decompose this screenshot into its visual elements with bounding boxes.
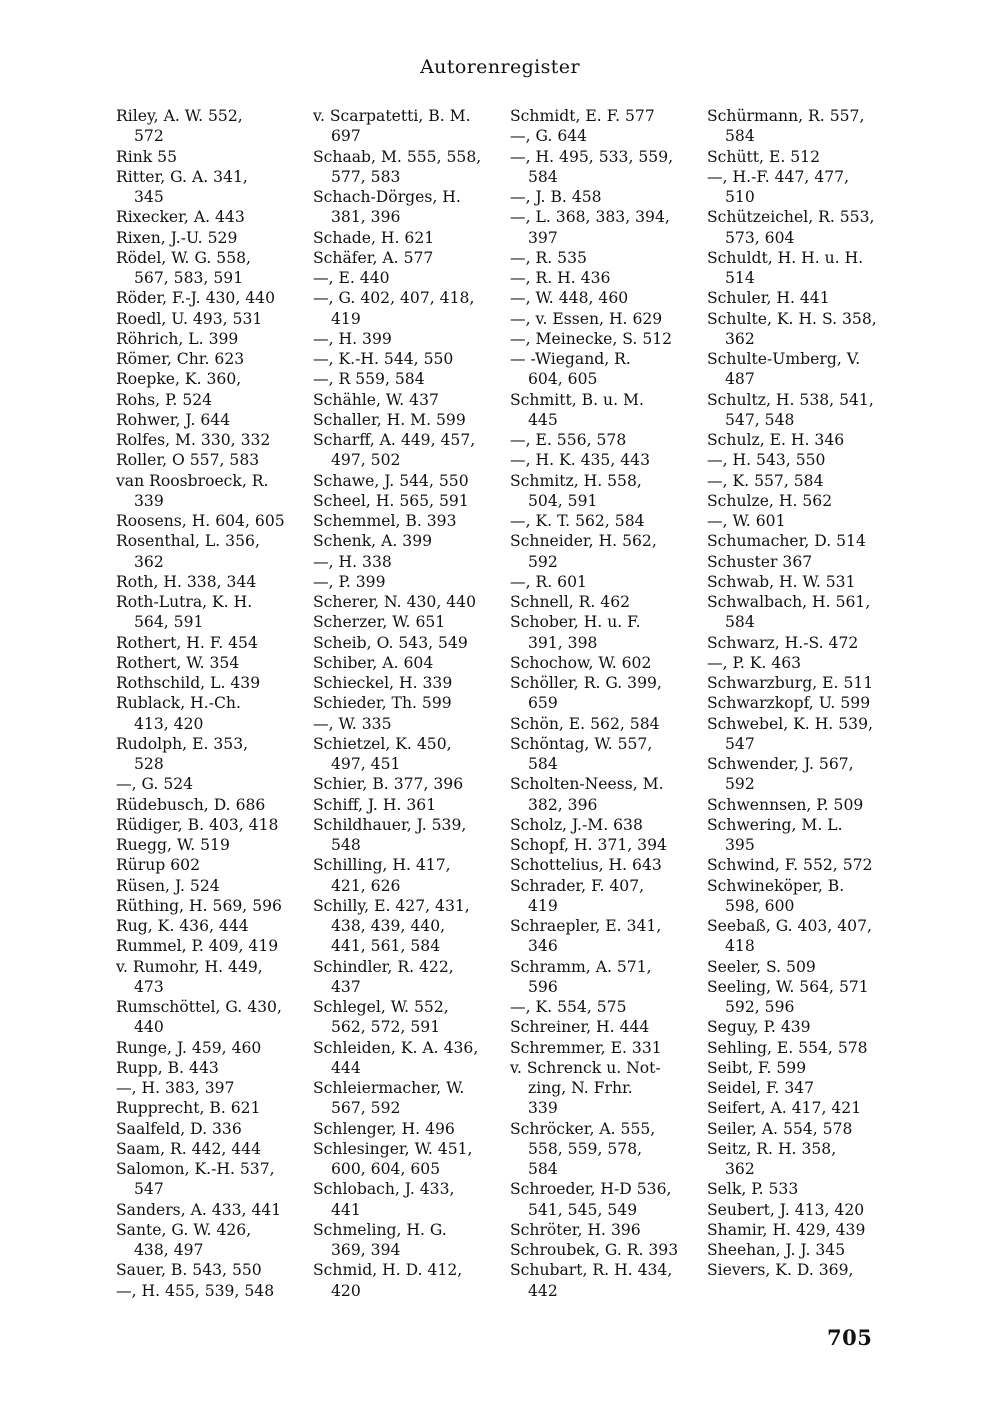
index-entry-continuation: 437	[331, 977, 361, 996]
index-entry: —, H.-F. 447, 477,	[707, 167, 850, 186]
index-entry-continuation: 528	[134, 755, 164, 773]
index-entry: —, R 559, 584	[313, 370, 425, 389]
index-entry: Roller, O 557, 583	[116, 451, 260, 470]
index-entry-continuation: 438, 497	[134, 1241, 204, 1259]
index-entry: Rixecker, A. 443	[116, 208, 245, 227]
index-entry: Schähle, W. 437	[313, 390, 439, 409]
index-entry: —, E. 440	[313, 269, 390, 287]
index-entry-continuation: 362	[134, 552, 164, 571]
index-entry: Schleiden, K. A. 436,	[313, 1038, 479, 1057]
index-entry-continuation: 584	[725, 127, 755, 146]
index-entry-continuation: 413, 420	[134, 714, 204, 733]
index-entry-continuation: 548	[331, 836, 361, 854]
index-entry: Schuster 367	[707, 552, 813, 571]
index-entry: Schmeling, H. G.	[313, 1220, 447, 1239]
index-entry: —, G. 644	[510, 127, 588, 146]
index-entry: Schottelius, H. 643	[510, 856, 662, 875]
index-entry: —, K.-H. 544, 550	[313, 350, 454, 368]
index-entry: Schöller, R. G. 399,	[510, 674, 662, 692]
index-entry: —, P. 399	[313, 572, 386, 591]
index-column-1	[116, 106, 292, 1301]
index-entry: Schuldt, H. H. u. H.	[707, 248, 864, 267]
index-entry: Röhrich, L. 399	[116, 329, 239, 348]
index-entry: Rink 55	[116, 147, 178, 166]
index-entry: Schwennsen, P. 509	[707, 795, 864, 814]
index-entry: Rolfes, M. 330, 332	[116, 431, 271, 449]
index-entry: —, W. 448, 460	[510, 289, 629, 308]
index-entry: Rüdiger, B. 403, 418	[116, 815, 279, 834]
index-entry: Rothert, H. F. 454	[116, 633, 258, 652]
index-entry: Schäfer, A. 577	[313, 248, 434, 267]
index-entry: Seibt, F. 599	[707, 1058, 807, 1077]
index-entry-continuation: 547	[134, 1180, 164, 1199]
index-entry: Rug, K. 436, 444	[116, 917, 249, 935]
index-entry: —, G. 524	[116, 775, 194, 794]
index-entry-continuation: 547	[725, 734, 755, 753]
index-entry-continuation: 510	[725, 188, 755, 206]
index-entry: Schade, H. 621	[313, 228, 435, 247]
index-entry: Schöntag, W. 557,	[510, 734, 653, 753]
index-entry: Schieckel, H. 339	[313, 674, 453, 692]
index-entry: Roth-Lutra, K. H.	[116, 593, 253, 611]
index-entry: Rothert, W. 354	[116, 653, 240, 672]
index-entry: Schochow, W. 602	[510, 653, 652, 672]
index-entry: Rothschild, L. 439	[116, 674, 261, 692]
index-entry: Schultz, H. 538, 541,	[707, 390, 874, 409]
index-entry: Runge, J. 459, 460	[116, 1038, 262, 1057]
index-entry-continuation: 596	[528, 977, 558, 996]
index-entry-continuation: 395	[725, 836, 755, 854]
index-entry: v. Rumohr, H. 449,	[116, 957, 263, 976]
index-entry: Schreiner, H. 444	[510, 1018, 650, 1037]
index-entry: Schulze, H. 562	[707, 491, 833, 510]
index-entry: Schröter, H. 396	[510, 1220, 641, 1239]
index-entry: —, R. 535	[510, 248, 587, 267]
index-entry: Sievers, K. D. 369,	[707, 1261, 854, 1280]
index-entry: Schlesinger, W. 451,	[313, 1139, 473, 1158]
index-entry: —, R. 601	[510, 572, 587, 591]
index-entry-continuation: 504, 591	[528, 491, 598, 510]
index-entry-continuation: 567, 583, 591	[134, 269, 244, 287]
index-entry: —, G. 402, 407, 418,	[313, 289, 475, 308]
index-entry: Sehling, E. 554, 578	[707, 1038, 868, 1057]
index-entry: Rupprecht, B. 621	[116, 1099, 261, 1118]
index-entry: Roepke, K. 360,	[116, 370, 242, 389]
index-entry: Shamir, H. 429, 439	[707, 1220, 866, 1239]
index-entry: —, Meinecke, S. 512	[510, 329, 673, 348]
index-entry: Roth, H. 338, 344	[116, 572, 257, 591]
index-entry: Schwebel, K. H. 539,	[707, 714, 873, 733]
index-entry-continuation: 697	[331, 127, 361, 146]
index-entry-continuation: 420	[331, 1281, 361, 1300]
index-entry: Schwineköper, B.	[707, 876, 845, 895]
index-entry-continuation: 440	[134, 1018, 164, 1037]
index-entry: Schenk, A. 399	[313, 532, 433, 551]
index-entry-continuation: 487	[725, 370, 755, 389]
index-entry-continuation: 584	[528, 755, 558, 773]
index-entry: Seiler, A. 554, 578	[707, 1119, 853, 1138]
index-entry-continuation: 421, 626	[331, 876, 401, 895]
index-entry: Seeler, S. 509	[707, 957, 816, 976]
index-entry: Scheib, O. 543, 549	[313, 633, 468, 652]
index-entry: Seguy, P. 439	[707, 1018, 811, 1037]
index-entry: Schopf, H. 371, 394	[510, 836, 667, 854]
index-entry: Scholz, J.-M. 638	[510, 815, 643, 834]
index-entry: —, H. 338	[313, 552, 392, 571]
index-entry: —, K. 554, 575	[510, 998, 627, 1016]
index-entry: Schmid, H. D. 412,	[313, 1261, 463, 1280]
index-entry: Rupp, B. 443	[116, 1058, 219, 1077]
index-entry: Schlenger, H. 496	[313, 1119, 455, 1138]
index-column-3	[510, 106, 686, 1301]
index-entry-continuation: 419	[331, 309, 361, 328]
index-entry: Schützeichel, R. 553,	[707, 208, 875, 227]
index-entry-continuation: 445	[528, 410, 558, 429]
index-entry: Ruegg, W. 519	[116, 836, 230, 854]
index-entry: Röder, F.-J. 430, 440	[116, 289, 276, 308]
index-entry: Sante, G. W. 426,	[116, 1220, 252, 1239]
index-entry-continuation: 473	[134, 977, 164, 996]
index-entry: —, H. 399	[313, 329, 392, 348]
index-entry-continuation: 346	[528, 937, 558, 956]
index-entry-continuation: 497, 502	[331, 451, 401, 470]
index-entry-continuation: 397	[528, 228, 558, 247]
index-entry-continuation: 382, 396	[528, 795, 598, 814]
index-entry: Schnell, R. 462	[510, 593, 631, 611]
index-entry-continuation: 369, 394	[331, 1241, 401, 1259]
index-entry-continuation: 562, 572, 591	[331, 1018, 441, 1037]
index-entry: Roosens, H. 604, 605	[116, 512, 285, 530]
index-entry: —, R. H. 436	[510, 269, 611, 287]
index-entry: Römer, Chr. 623	[116, 350, 245, 368]
index-entry-continuation: 339	[134, 491, 164, 510]
index-entry: Schürmann, R. 557,	[707, 107, 865, 125]
index-entry-continuation: 573, 604	[725, 228, 795, 247]
index-entry: Schramm, A. 571,	[510, 957, 652, 976]
index-entry: Rummel, P. 409, 419	[116, 937, 279, 956]
index-entry: Sheehan, J. J. 345	[707, 1241, 846, 1259]
index-entry: Schwarz, H.-S. 472	[707, 633, 859, 652]
index-entry: Schwalbach, H. 561,	[707, 593, 871, 611]
index-entry: v. Schrenck u. Not-	[510, 1058, 661, 1077]
index-entry: —, W. 601	[707, 512, 786, 530]
index-entry: Schleiermacher, W.	[313, 1079, 465, 1097]
index-entry: Seitz, R. H. 358,	[707, 1139, 837, 1158]
index-entry: Schumacher, D. 514	[707, 532, 866, 551]
index-entry: Schroeder, H-D 536,	[510, 1180, 672, 1199]
index-entry: Schieder, Th. 599	[313, 694, 452, 713]
index-entry: Schober, H. u. F.	[510, 613, 641, 632]
index-entry-continuation: 345	[134, 188, 164, 206]
index-entry: Scheel, H. 565, 591	[313, 491, 469, 510]
index-entry: —, K. 557, 584	[707, 471, 824, 490]
index-entry: Schlobach, J. 433,	[313, 1180, 455, 1199]
index-entry: Rödel, W. G. 558,	[116, 248, 251, 267]
index-entry: Schwind, F. 552, 572	[707, 856, 873, 875]
index-entry: van Roosbroeck, R.	[116, 471, 269, 490]
index-column-2	[313, 106, 489, 1301]
index-entry-continuation: 444	[331, 1058, 361, 1077]
index-entry: Schwarzburg, E. 511	[707, 674, 874, 692]
index-entry-continuation: 442	[528, 1281, 558, 1300]
index-entry: Rixen, J.-U. 529	[116, 228, 238, 247]
index-entry-continuation: 600, 604, 605	[331, 1160, 441, 1178]
index-entry: Saalfeld, D. 336	[116, 1119, 242, 1138]
index-entry: Schiber, A. 604	[313, 653, 434, 672]
index-entry: Scholten-Neess, M.	[510, 775, 664, 794]
index-entry-continuation: 547, 548	[725, 410, 795, 429]
index-entry: Schroubek, G. R. 393	[510, 1241, 679, 1259]
index-entry-continuation: 441, 561, 584	[331, 937, 441, 956]
index-entry: Selk, P. 533	[707, 1180, 799, 1199]
index-entry: —, v. Essen, H. 629	[510, 309, 663, 328]
index-entry: Schindler, R. 422,	[313, 957, 454, 976]
index-entry-continuation: 584	[528, 1160, 558, 1178]
index-entry: Schwender, J. 567,	[707, 755, 854, 773]
index-entry-continuation: 567, 592	[331, 1099, 401, 1118]
index-entry: Schmitt, B. u. M.	[510, 390, 644, 409]
index-entry-continuation: 418	[725, 937, 755, 956]
index-entry: Schaab, M. 555, 558,	[313, 147, 482, 166]
index-entry: Schmidt, E. F. 577	[510, 107, 655, 125]
index-entry: Schubart, R. H. 434,	[510, 1261, 673, 1280]
index-entry: Schwarzkopf, U. 599	[707, 694, 871, 713]
index-entry: Schier, B. 377, 396	[313, 775, 464, 794]
index-entry-continuation: 541, 545, 549	[528, 1200, 638, 1219]
index-entry: Scharff, A. 449, 457,	[313, 431, 476, 449]
index-entry: —, P. K. 463	[707, 653, 802, 672]
index-entry-continuation: 572	[134, 127, 164, 146]
index-entry: —, H. 495, 533, 559,	[510, 147, 674, 166]
index-entry-continuation: 381, 396	[331, 208, 401, 227]
index-entry-continuation: zing, N. Frhr.	[528, 1079, 633, 1097]
index-entry-continuation: 362	[725, 1160, 755, 1178]
index-entry: —, L. 368, 383, 394,	[510, 208, 670, 227]
index-entry: —, E. 556, 578	[510, 431, 627, 449]
index-entry-continuation: 584	[528, 167, 558, 186]
index-entry: Schwering, M. L.	[707, 815, 843, 834]
index-entry-continuation: 339	[528, 1099, 558, 1118]
index-entry: Roedl, U. 493, 531	[116, 309, 263, 328]
index-entry: Scherer, N. 430, 440	[313, 593, 477, 611]
index-entry-continuation: 564, 591	[134, 613, 204, 632]
index-entry-continuation: 604, 605	[528, 370, 598, 389]
index-entry: Schlegel, W. 552,	[313, 998, 449, 1016]
index-entry: Sanders, A. 433, 441	[116, 1200, 282, 1219]
index-entry: Rumschöttel, G. 430,	[116, 998, 282, 1016]
index-entry: Rüsen, J. 524	[116, 876, 220, 895]
index-entry: Schrader, F. 407,	[510, 876, 645, 895]
index-entry: — -Wiegand, R.	[510, 350, 631, 368]
index-entry: Seidel, F. 347	[707, 1079, 815, 1097]
index-entry-continuation: 577, 583	[331, 167, 401, 186]
index-entry-continuation: 659	[528, 694, 558, 713]
index-entry: Schwab, H. W. 531	[707, 572, 856, 591]
index-entry: Schietzel, K. 450,	[313, 734, 452, 753]
index-entry: —, K. T. 562, 584	[510, 512, 645, 530]
index-entry: Schraepler, E. 341,	[510, 917, 662, 935]
index-entry: Schröcker, A. 555,	[510, 1119, 656, 1138]
index-entry: Seifert, A. 417, 421	[707, 1099, 862, 1118]
index-entry: v. Scarpatetti, B. M.	[313, 107, 471, 125]
index-entry: Schulz, E. H. 346	[707, 431, 845, 449]
index-entry-continuation: 592	[528, 552, 558, 571]
index-entry-continuation: 592	[725, 775, 755, 794]
index-entry: Rudolph, E. 353,	[116, 734, 249, 753]
index-entry: Rohs, P. 524	[116, 390, 213, 409]
index-entry: —, W. 335	[313, 714, 392, 733]
index-entry: Rublack, H.-Ch.	[116, 694, 241, 713]
index-entry: Schulte, K. H. S. 358,	[707, 309, 877, 328]
index-entry: Schiff, J. H. 361	[313, 795, 437, 814]
index-entry-continuation: 419	[528, 896, 558, 915]
index-entry: —, H. K. 435, 443	[510, 451, 651, 470]
index-entry: Schemmel, B. 393	[313, 512, 457, 530]
index-entry-continuation: 584	[725, 613, 755, 632]
index-entry-continuation: 592, 596	[725, 998, 795, 1016]
index-entry: —, H. 383, 397	[116, 1079, 235, 1097]
index-entry-continuation: 441	[331, 1200, 361, 1219]
index-entry: Rosenthal, L. 356,	[116, 532, 260, 551]
index-entry: Schilly, E. 427, 431,	[313, 896, 470, 915]
index-entry: Seebaß, G. 403, 407,	[707, 917, 872, 935]
index-entry: Rüdebusch, D. 686	[116, 795, 266, 814]
index-entry: —, H. 543, 550	[707, 451, 826, 470]
index-entry: Saam, R. 442, 444	[116, 1139, 262, 1158]
index-entry: Sauer, B. 543, 550	[116, 1261, 262, 1280]
index-entry: Scherzer, W. 651	[313, 613, 446, 632]
index-entry: Schach-Dörges, H.	[313, 188, 461, 206]
author-index	[116, 106, 886, 1316]
index-entry: Seubert, J. 413, 420	[707, 1200, 865, 1219]
index-entry: —, H. 455, 539, 548	[116, 1281, 275, 1300]
index-entry: Schulte-Umberg, V.	[707, 350, 861, 368]
index-entry: —, J. B. 458	[510, 188, 602, 206]
index-entry: Salomon, K.-H. 537,	[116, 1160, 275, 1178]
index-entry-continuation: 558, 559, 578,	[528, 1139, 643, 1158]
index-entry: Rürup 602	[116, 856, 200, 875]
index-entry-continuation: 362	[725, 329, 755, 348]
index-entry: Riley, A. W. 552,	[116, 107, 243, 125]
index-entry: Schildhauer, J. 539,	[313, 815, 467, 834]
index-entry: Seeling, W. 564, 571	[707, 977, 869, 996]
index-entry-continuation: 598, 600	[725, 896, 795, 915]
index-entry: Schaller, H. M. 599	[313, 410, 466, 429]
index-entry: Schmitz, H. 558,	[510, 471, 642, 490]
index-entry-continuation: 497, 451	[331, 755, 401, 773]
page-header: Autorenregister	[420, 56, 580, 78]
page-number: 705	[827, 1325, 873, 1350]
index-column-4	[707, 106, 883, 1281]
index-entry: Schilling, H. 417,	[313, 856, 451, 875]
index-entry: Schuler, H. 441	[707, 289, 830, 308]
index-entry: Schneider, H. 562,	[510, 532, 657, 551]
index-entry: Schawe, J. 544, 550	[313, 471, 469, 490]
index-entry-continuation: 391, 398	[528, 633, 598, 652]
index-entry-continuation: 514	[725, 269, 755, 287]
index-entry: Schremmer, E. 331	[510, 1038, 662, 1057]
index-entry: Ritter, G. A. 341,	[116, 167, 248, 186]
index-entry: Schön, E. 562, 584	[510, 714, 660, 733]
index-entry-continuation: 438, 439, 440,	[331, 917, 446, 935]
index-entry: Rüthing, H. 569, 596	[116, 896, 282, 915]
index-entry: Schütt, E. 512	[707, 147, 821, 166]
index-entry: Rohwer, J. 644	[116, 410, 231, 429]
